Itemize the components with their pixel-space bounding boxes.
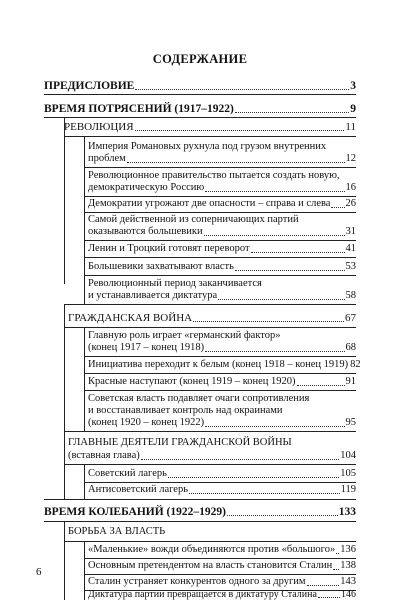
entry-page: 138 xyxy=(340,560,356,571)
entry-page: 41 xyxy=(345,243,356,254)
toc-entry-struggle: БОРЬБА ЗА ВЛАСТЬ xyxy=(68,526,166,537)
leader-dots xyxy=(205,191,344,192)
entry-page: 26 xyxy=(345,198,356,209)
toc-item-line: Революционный период заканчивается xyxy=(88,278,262,289)
leader-dots xyxy=(141,459,339,460)
divider xyxy=(84,558,356,559)
leader-dots xyxy=(297,385,345,386)
entry-page: 3 xyxy=(350,80,356,92)
toc-item-line: Самой действенной из соперничающих партий xyxy=(88,214,299,225)
entry-page: 105 xyxy=(340,468,356,479)
entry-title: (конец 1920 – конец 1922) xyxy=(88,417,205,428)
leader-dots xyxy=(235,270,345,271)
entry-title: оказываются большевики xyxy=(88,226,203,237)
entry-title: (конец 1917 – конец 1918) xyxy=(88,342,205,353)
divider xyxy=(84,257,356,258)
divider xyxy=(84,196,356,197)
entry-title: «Маленькие» вожди объединяются против «большого» xyxy=(88,544,336,555)
entry-page: 9 xyxy=(350,103,356,115)
entry-title: Антисоветский лагерь xyxy=(88,484,188,495)
toc-entry-leaders-title: ГЛАВНЫЕ ДЕЯТЕЛИ ГРАЖДАНСКОЙ ВОЙНЫ xyxy=(68,437,292,448)
entry-title: (вставная глава) xyxy=(68,450,140,461)
toc-entry-preface[interactable] xyxy=(44,80,356,92)
toc-item[interactable] xyxy=(88,198,356,210)
toc-item[interactable] xyxy=(88,226,356,238)
divider xyxy=(84,212,356,213)
entry-title: демократическую Россию xyxy=(88,182,205,193)
entry-page: 143 xyxy=(340,576,356,587)
leader-dots xyxy=(307,585,340,586)
toc-item[interactable] xyxy=(88,359,361,371)
entry-page: 146 xyxy=(341,589,356,600)
toc-entry-part1[interactable] xyxy=(44,103,356,115)
divider xyxy=(84,574,356,575)
entry-page: 82 xyxy=(350,359,361,370)
entry-page: 119 xyxy=(340,484,356,495)
toc-item[interactable] xyxy=(88,484,356,496)
entry-page: 91 xyxy=(345,376,356,387)
leader-dots xyxy=(193,321,344,322)
page-title: СОДЕРЖАНИЕ xyxy=(152,52,248,66)
divider xyxy=(44,499,356,500)
entry-page: 104 xyxy=(340,450,356,461)
divider xyxy=(84,275,356,276)
leader-dots xyxy=(135,89,349,90)
divider xyxy=(44,117,356,118)
toc-item[interactable] xyxy=(88,376,356,388)
divider xyxy=(44,521,356,522)
toc-item[interactable] xyxy=(88,290,356,302)
entry-page: 16 xyxy=(345,182,356,193)
divider xyxy=(64,304,356,305)
toc-item[interactable] xyxy=(88,560,356,572)
entry-title: Красные наступают (конец 1919 – конец 1920) xyxy=(88,376,296,387)
divider xyxy=(84,373,356,374)
leader-dots xyxy=(189,493,340,494)
entry-title: ГРАЖДАНСКАЯ ВОЙНА xyxy=(68,312,193,324)
toc-item-line: и восстанавливает контроль над окраинами xyxy=(88,405,283,416)
subsection-bracket xyxy=(84,137,85,304)
leader-dots xyxy=(227,515,338,516)
leader-dots xyxy=(331,207,344,208)
divider xyxy=(44,94,356,95)
entry-page: 31 xyxy=(345,226,356,237)
divider xyxy=(64,327,356,328)
toc-item[interactable] xyxy=(88,468,356,480)
toc-entry-revolution[interactable] xyxy=(64,121,356,133)
leader-dots xyxy=(204,235,345,236)
divider xyxy=(84,167,356,168)
toc-item[interactable] xyxy=(88,243,356,255)
divider xyxy=(64,464,356,465)
entry-page: 133 xyxy=(338,506,356,518)
toc-entry-part2[interactable] xyxy=(44,506,356,518)
leader-dots xyxy=(333,569,339,570)
toc-entry-civil-war[interactable] xyxy=(68,312,356,324)
divider xyxy=(84,240,356,241)
toc-item[interactable] xyxy=(88,576,356,588)
toc-item[interactable] xyxy=(88,544,356,556)
toc-item[interactable] xyxy=(88,589,356,600)
entry-title: РЕВОЛЮЦИЯ xyxy=(64,121,134,133)
toc-item[interactable] xyxy=(88,261,356,273)
divider xyxy=(64,431,356,432)
leader-dots xyxy=(135,130,345,131)
toc-entry-leaders[interactable] xyxy=(68,450,356,462)
entry-title: Диктатура партии превращается в диктатуру Сталина xyxy=(88,589,317,600)
section-bracket xyxy=(64,305,65,431)
page-number: 6 xyxy=(36,566,42,578)
entry-title: Сталин устраняет конкурентов одного за другим xyxy=(88,576,306,587)
entry-title: Демократии угрожают две опасности – справа и слева xyxy=(88,198,331,209)
toc-item[interactable] xyxy=(88,417,356,429)
entry-page: 53 xyxy=(345,261,356,272)
divider xyxy=(84,356,356,357)
leader-dots xyxy=(336,553,339,554)
leader-dots xyxy=(127,162,345,163)
section-bracket xyxy=(64,118,65,284)
leader-dots xyxy=(205,351,344,352)
divider xyxy=(84,482,356,483)
entry-title: и устанавливается диктатура xyxy=(88,290,218,301)
divider xyxy=(64,541,356,542)
entry-page: 11 xyxy=(345,121,356,133)
section-bracket xyxy=(64,522,65,600)
entry-page: 58 xyxy=(345,290,356,301)
toc-item-line: Империя Романовых рухнула под грузом внутренних xyxy=(88,141,327,152)
entry-title: Большевики захватывают власть xyxy=(88,261,234,272)
toc-item[interactable] xyxy=(88,153,356,165)
entry-title: Инициатива переходит к белым (конец 1918 – конец 1919) xyxy=(88,359,349,370)
leader-dots xyxy=(168,477,339,478)
entry-title: Основным претендентом на власть становится Сталин xyxy=(88,560,333,571)
toc-item[interactable] xyxy=(88,342,356,354)
entry-title: ВРЕМЯ ПОТРЯСЕНИЙ (1917–1922) xyxy=(44,103,234,115)
subsection-bracket xyxy=(84,328,85,431)
leader-dots xyxy=(318,597,340,598)
entry-title: ПРЕДИСЛОВИЕ xyxy=(44,80,135,92)
leader-dots xyxy=(235,112,349,113)
entry-page: 12 xyxy=(345,153,356,164)
toc-item[interactable] xyxy=(88,182,356,194)
entry-title: Ленин и Троцкий готовят переворот xyxy=(88,243,250,254)
divider xyxy=(84,390,356,391)
entry-title: ВРЕМЯ КОЛЕБАНИЙ (1922–1929) xyxy=(44,506,226,518)
subsection-bracket xyxy=(84,542,85,600)
toc-item-line: Главную роль играет «германский фактор» xyxy=(88,330,281,341)
entry-page: 68 xyxy=(345,342,356,353)
section-bracket xyxy=(64,432,65,499)
subsection-bracket xyxy=(84,465,85,499)
toc-item-line: Советская власть подавляет очаги сопротивления xyxy=(88,393,310,404)
toc-item-line: Революционное правительство пытается создать новую, xyxy=(88,170,340,181)
leader-dots xyxy=(205,426,344,427)
entry-title: проблем xyxy=(88,153,126,164)
entry-title: Советский лагерь xyxy=(88,468,167,479)
entry-page: 67 xyxy=(345,312,356,324)
leader-dots xyxy=(218,299,344,300)
leader-dots xyxy=(251,252,345,253)
entry-page: 95 xyxy=(345,417,356,428)
entry-page: 136 xyxy=(340,544,356,555)
divider xyxy=(64,136,356,137)
